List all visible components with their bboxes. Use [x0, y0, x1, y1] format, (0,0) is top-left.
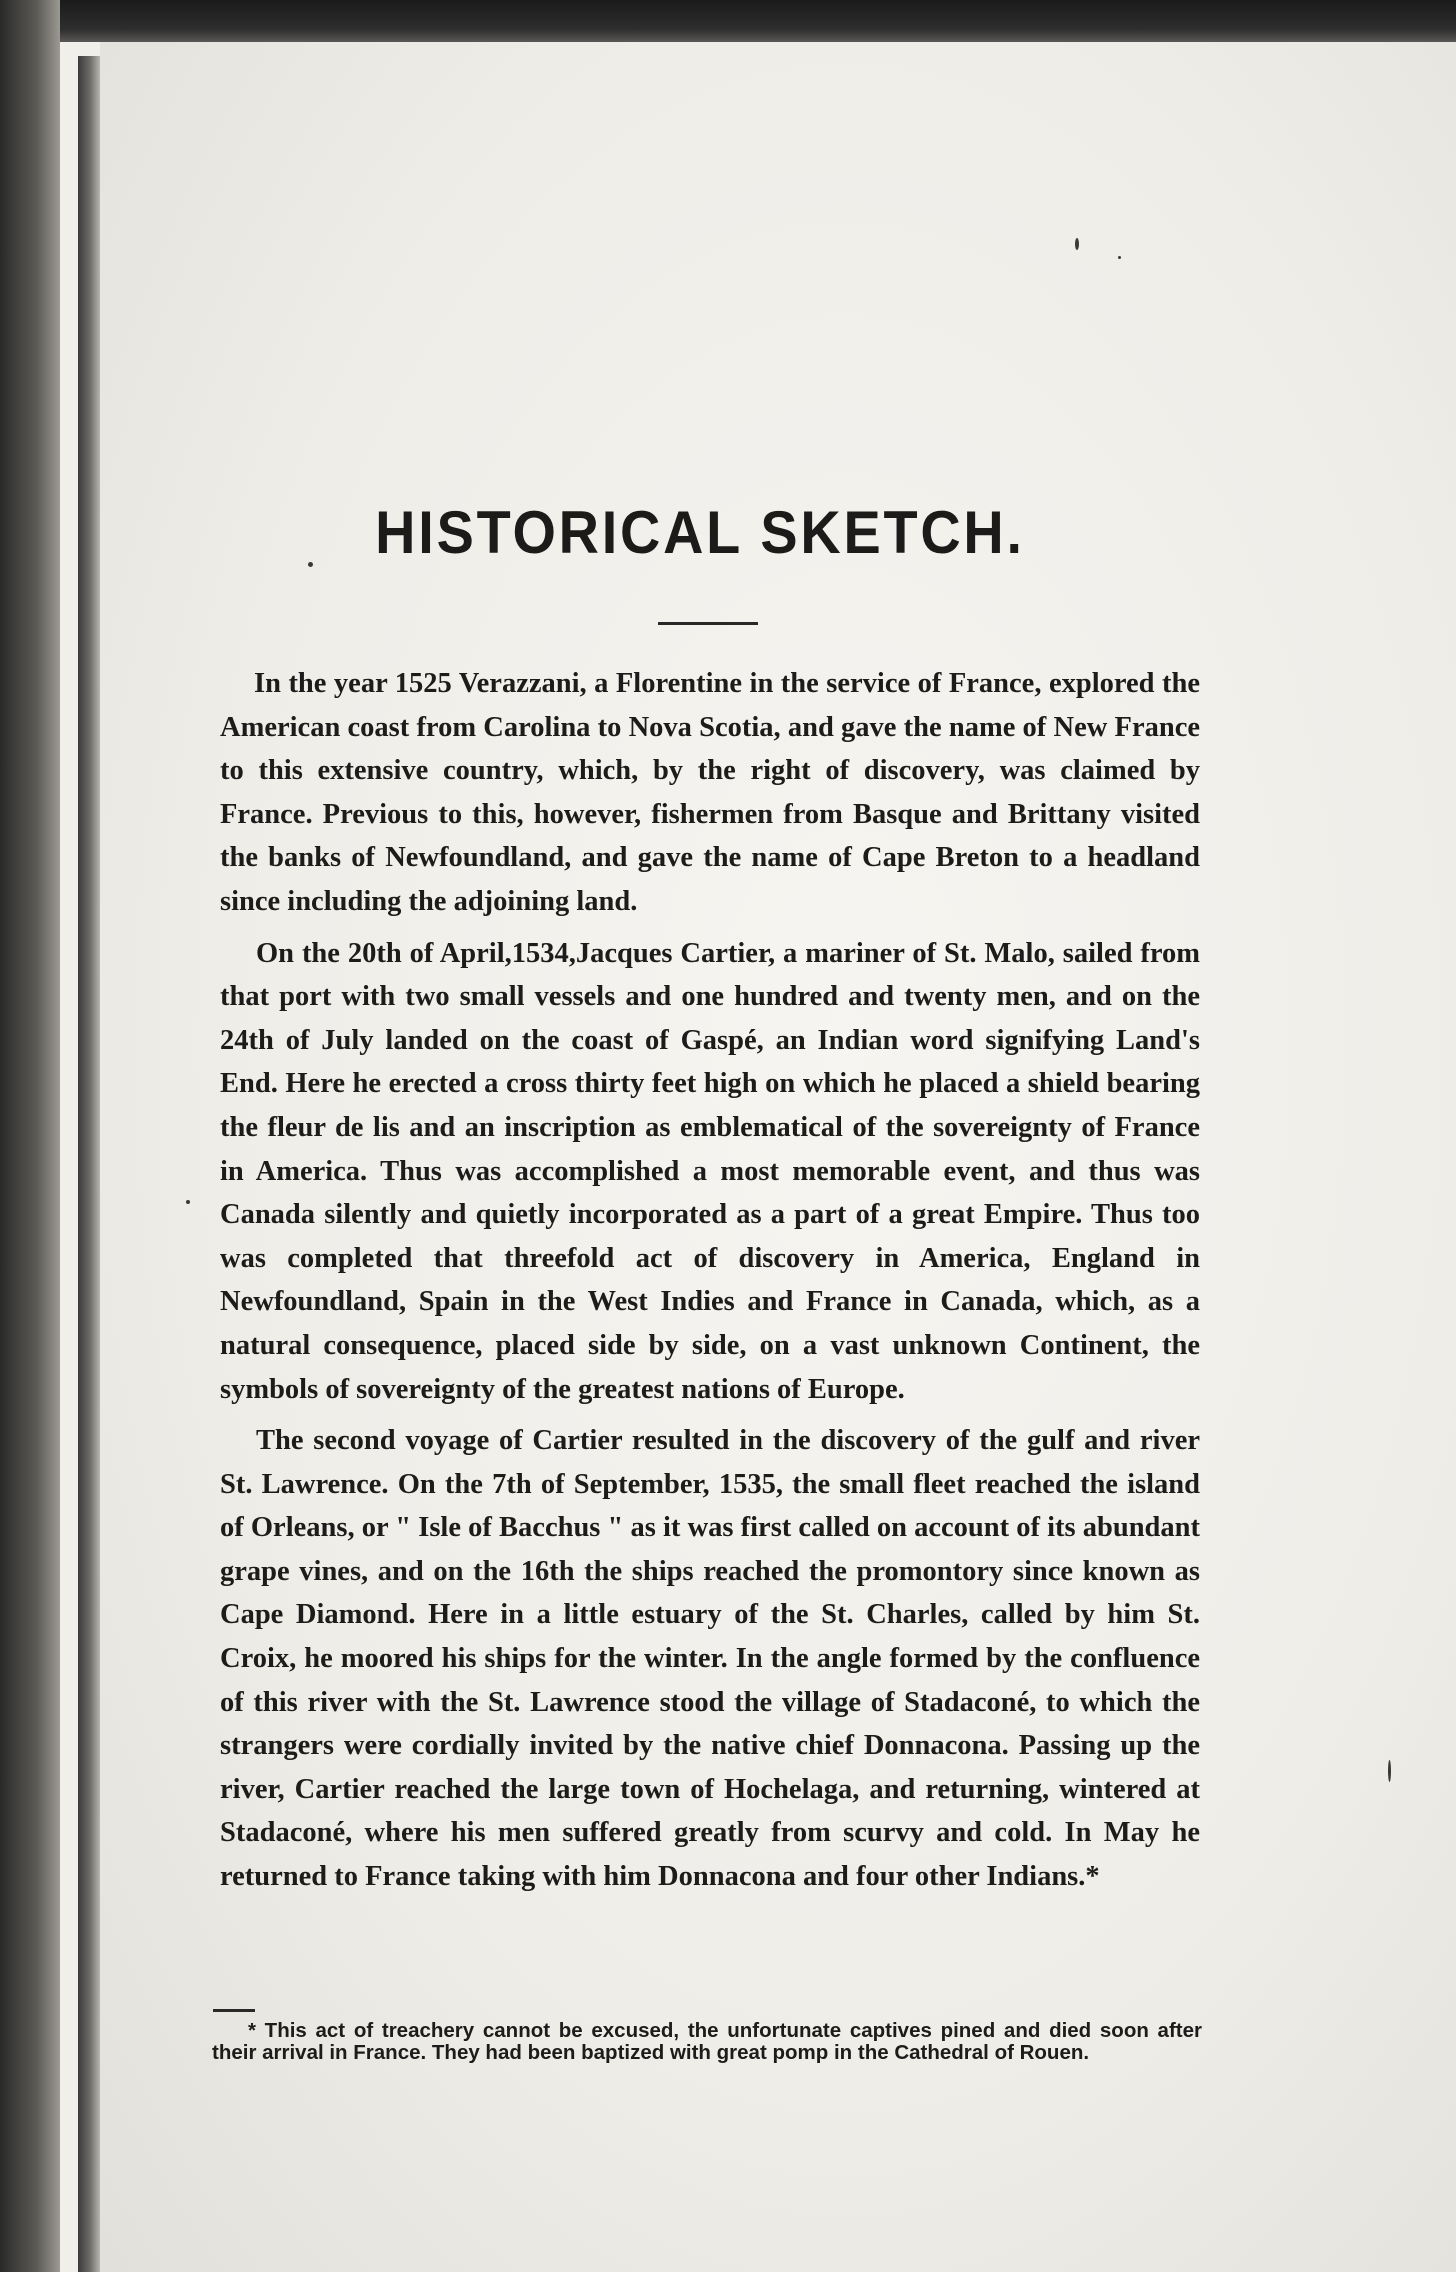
show-through-text: [215, 150, 1225, 502]
body-text: [220, 662, 1200, 1907]
paragraph-2: On the 20th of April,1534,Jacques Cartier, a mariner of St. Malo, sailed from that port with two small vessels and one hundred and twenty men, and on the 24th of July landed on the coast of Gaspé, an Indian word signifying Land's End. Here he erected a cross thirty feet high on which he placed a shield bearing the fleur de lis and an inscription as emblematical of the sovereignty of France in America. Thus was accomplished a most memorable event, and thus was Canada silently and quietly incorporated as a part of a great Empire. Thus too was completed that threefold act of discovery in America, England in Newfoundland, Spain in the West Indies and France in Canada, which, as a natural consequence, placed side by side, on a vast unknown Continent, the symbols of sovereignty of the greatest nations of Europe.: [220, 937, 1200, 1405]
book-spine-shadow: [78, 56, 100, 2272]
page-title: HISTORICAL SKETCH.: [375, 499, 1025, 566]
paragraph-3: The second voyage of Cartier resulted in the discovery of the gulf and river St. Lawrence. On the 7th of September, 1535, the small fleet reached the island of Orleans, or " Isle of Bacchus " as it was first called on account of its abundant grape vines, and on the 16th the ships reached the promontory since known as Cape Diamond. Here in a little estuary of the St. Charles, called by him St. Croix, he moored his ships for the winter. In the angle formed by the confluence of this river with the St. Lawrence stood the village of Stadaconé, to which the strangers were cordially invited by the native chief Donnacona. Passing up the river, Cartier reached the large town of Hochelaga, and returning, wintered at Stadaconé, where his men suffered greatly from scurvy and cold. In May he returned to France taking with him Donnacona and four other Indians.*: [220, 1425, 1200, 1893]
title-divider: [658, 622, 758, 625]
scanner-top-edge: [0, 0, 1456, 42]
footnote: * This act of treachery cannot be excused, the unfortunate captives pined and died soon after their arrival in France. They had been baptized with great pomp in the Cathedral of Rouen.: [212, 2019, 1202, 2064]
footnote-divider: [213, 2009, 255, 2012]
paragraph-1: In the year 1525 Verazzani, a Florentine in the service of France, explored the American coast from Carolina to Nova Scotia, and gave the name of New France to this extensive country, which, by the right of discovery, was claimed by France. Previous to this, however, fishermen from Basque and Brittany visited the banks of Newfoundland, and gave the name of Cape Breton to a headland since including the adjoining land.: [220, 668, 1200, 917]
scanner-left-edge: [0, 0, 60, 2272]
